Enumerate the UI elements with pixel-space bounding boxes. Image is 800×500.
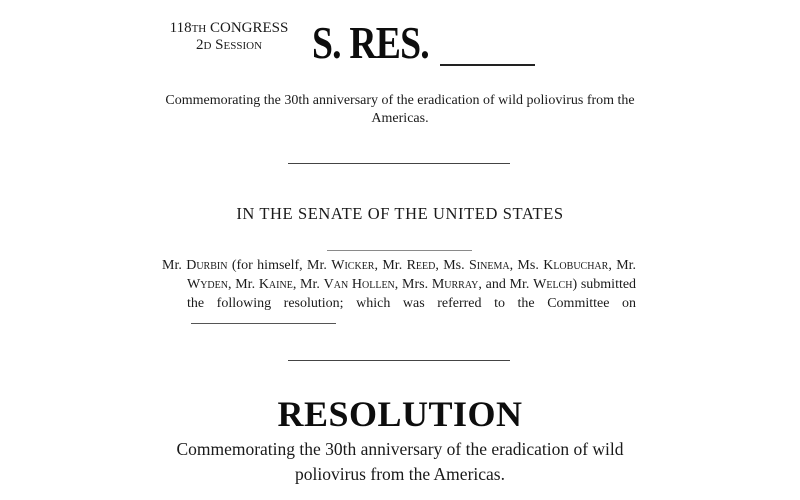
- cosponsor: Murray: [431, 277, 479, 292]
- lead-sponsor: Durbin: [186, 258, 228, 273]
- divider-rule: [288, 163, 510, 164]
- cosponsor: Van Hollen: [323, 277, 395, 292]
- sponsor-text: , Mr.: [228, 277, 256, 292]
- committee-blank: [191, 323, 336, 324]
- lead-title: Mr.: [162, 258, 182, 273]
- session-line: [158, 37, 300, 54]
- resolution-title: Commemorating the 30th anniversary of the eradication of wild poliovirus from the Americas.: [176, 439, 624, 484]
- cosponsor: Reed: [406, 258, 436, 273]
- cosponsor: Kaine: [258, 277, 293, 292]
- cosponsor: Welch: [533, 277, 573, 292]
- session-word: Session: [215, 37, 263, 53]
- sponsor-text: , and Mr.: [478, 277, 530, 292]
- sponsor-text: , Ms.: [435, 258, 465, 273]
- congress-line: [158, 20, 300, 37]
- cosponsor: Sinema: [469, 258, 510, 273]
- short-title: Commemorating the 30th anniversary of the eradication of wild poliovirus from the Americas.: [165, 93, 635, 126]
- congress-number: 118th: [169, 20, 207, 36]
- cosponsor: Wicker: [331, 258, 375, 273]
- congress-session-label: [158, 20, 300, 54]
- sponsor-text: , Ms.: [509, 258, 539, 273]
- sponsor-text: , Mr.: [608, 258, 637, 273]
- divider-rule: [288, 360, 510, 361]
- sponsor-text: , Mr.: [374, 258, 403, 273]
- bill-type-heading: S. RES.: [312, 17, 429, 68]
- chamber-heading: IN THE SENATE OF THE UNITED STATES: [236, 204, 564, 223]
- cosponsor: Klobuchar: [543, 258, 609, 273]
- divider-rule-short: [327, 250, 472, 251]
- session-number: 2d: [195, 37, 212, 53]
- sponsors-paragraph: [162, 256, 636, 332]
- sponsor-text: , Mr.: [292, 277, 320, 292]
- resolution-heading: RESOLUTION: [277, 394, 523, 434]
- congress-word: CONGRESS: [210, 20, 289, 36]
- sponsor-text: ) submitted the following resolution; which was referred to the Committee on: [187, 277, 637, 311]
- cosponsor: Wyden: [187, 277, 228, 292]
- bill-number-blank: [440, 64, 535, 66]
- sponsor-text: , Mrs.: [394, 277, 429, 292]
- sponsor-text: (for himself, Mr.: [231, 258, 327, 273]
